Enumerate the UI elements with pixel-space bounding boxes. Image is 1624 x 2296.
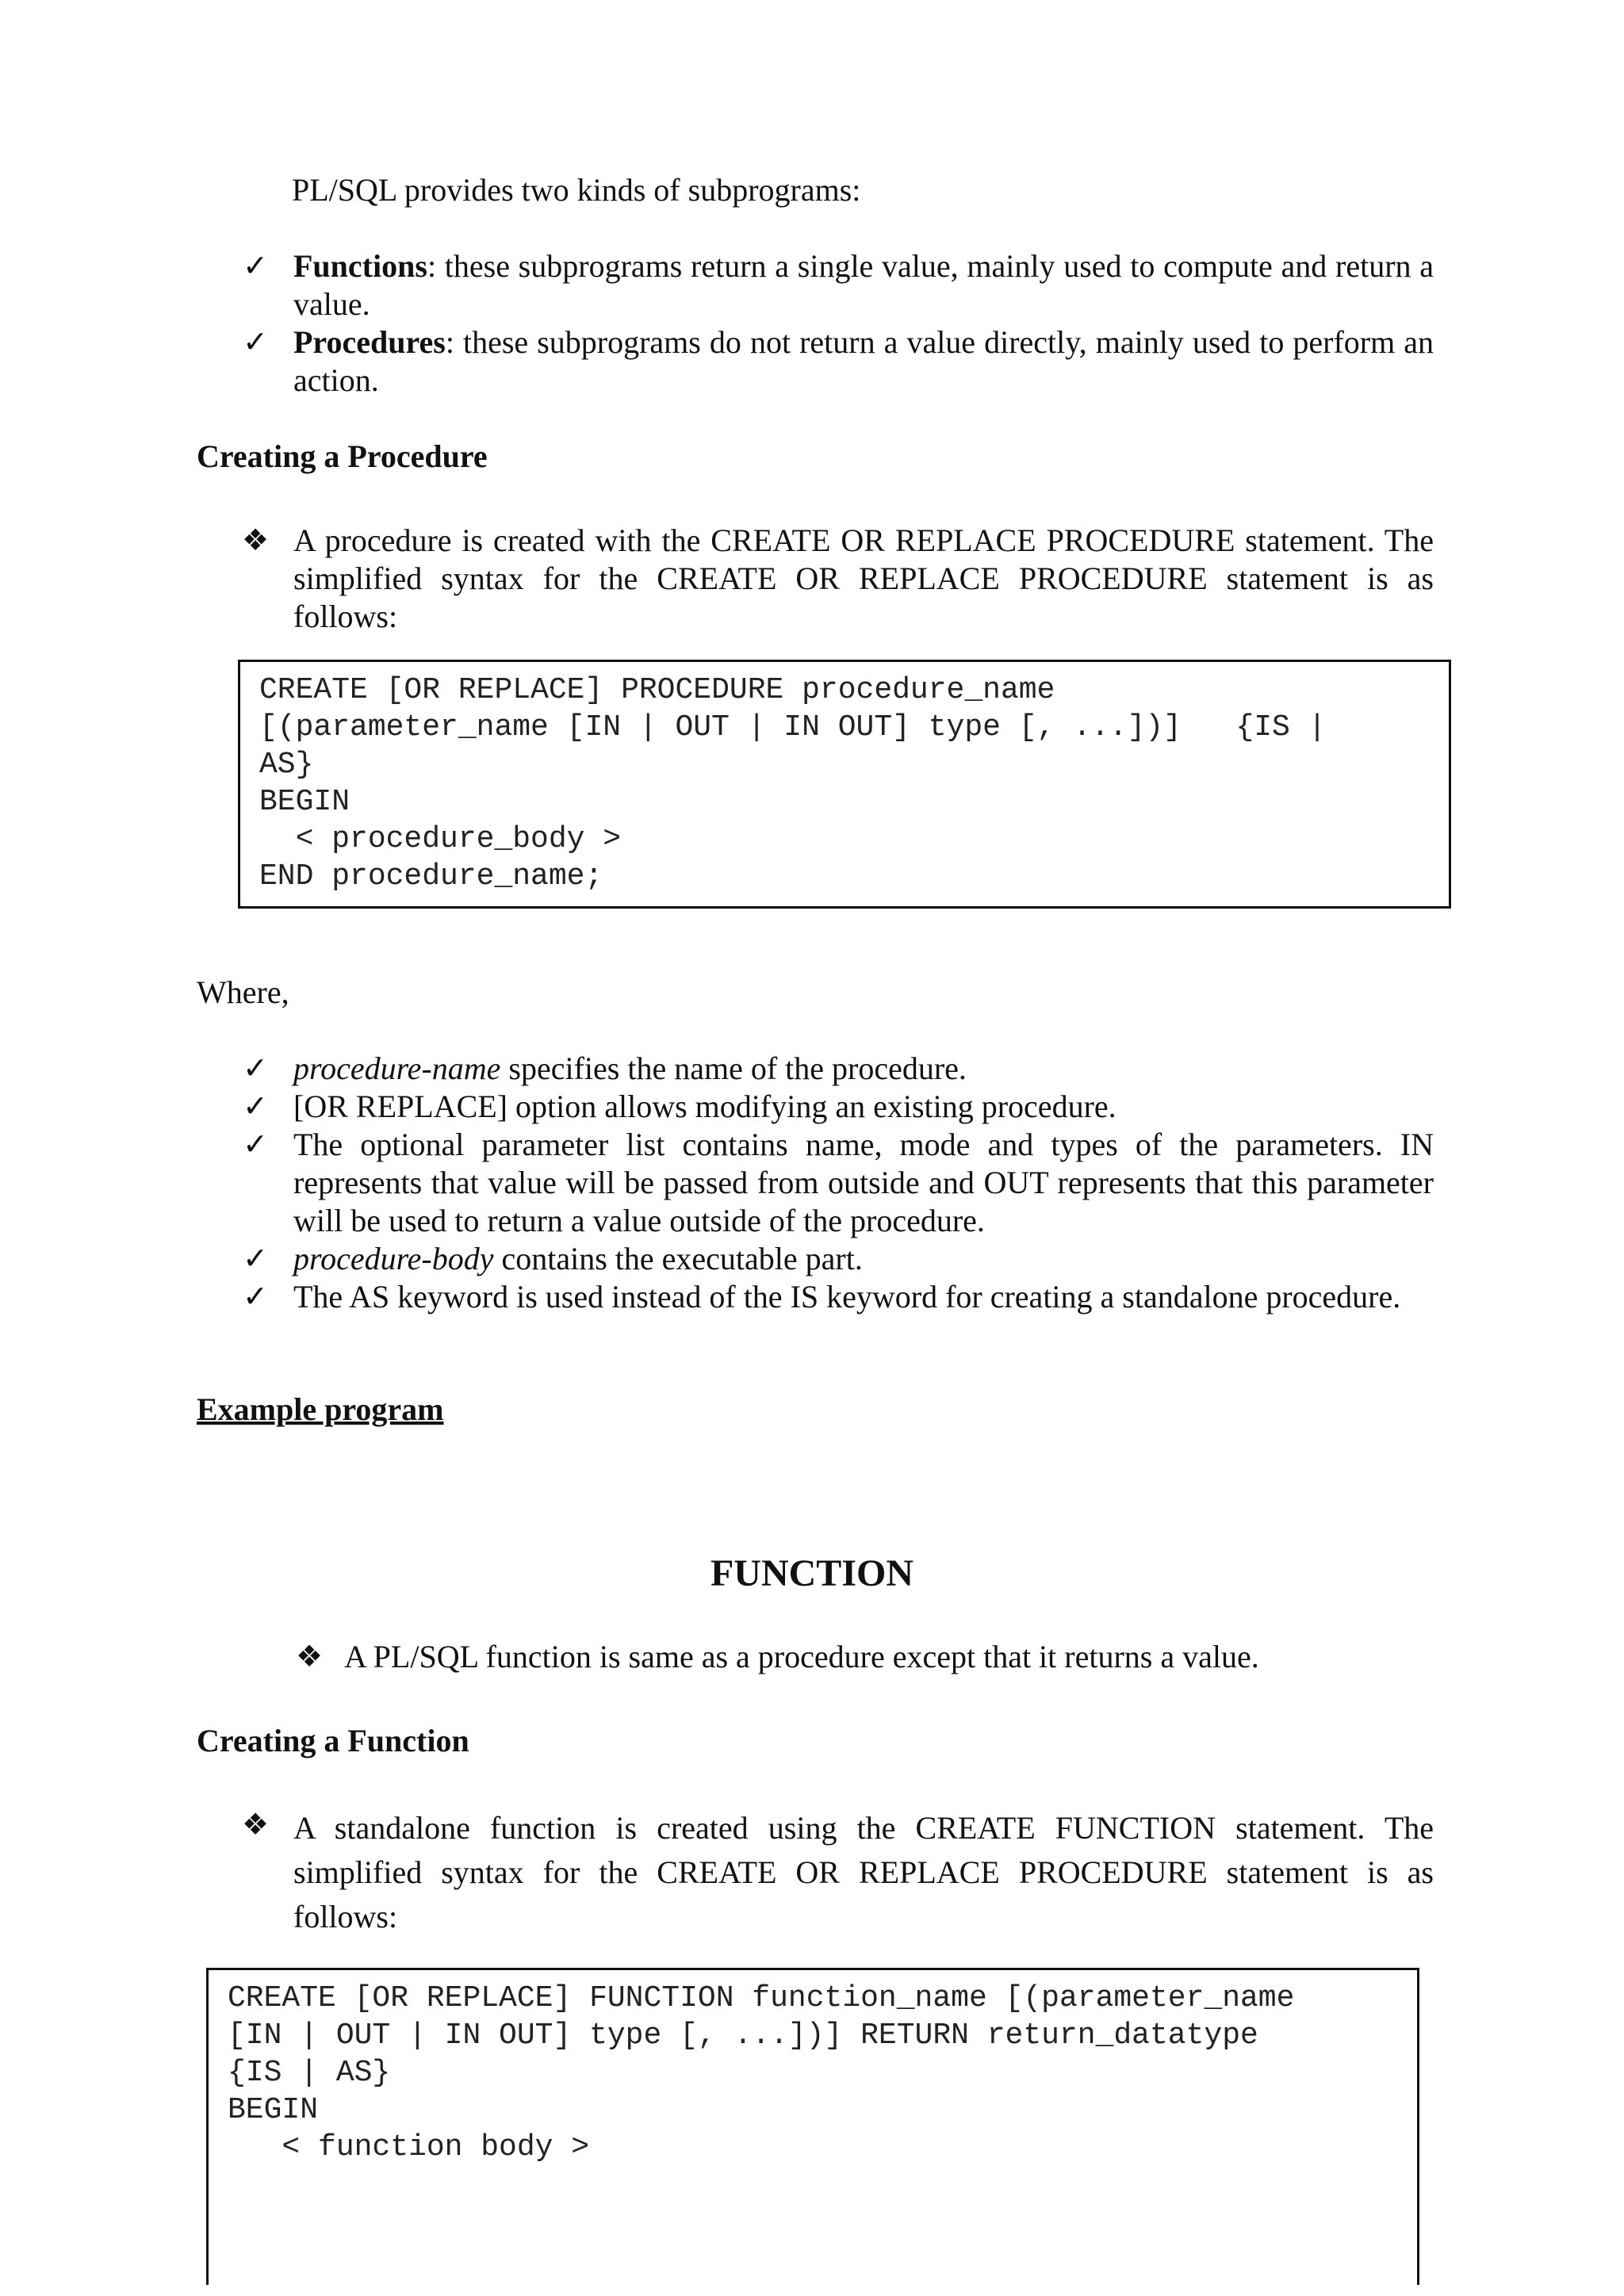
- code-line: [(parameter_name [IN | OUT | IN OUT] type [, ...])] {IS |: [259, 710, 1327, 744]
- code-line: {IS | AS}: [228, 2056, 391, 2090]
- bullet-procedures: [293, 323, 1434, 400]
- where-item: [293, 1088, 1434, 1126]
- where-item: [293, 1050, 1434, 1088]
- diamond-bullet-icon: ❖: [241, 1808, 270, 1842]
- code-line: < function body >: [228, 2130, 590, 2164]
- heading-example-program: Example program: [197, 1391, 444, 1427]
- heading-creating-procedure: Creating a Procedure: [197, 438, 488, 474]
- intro-paragraph: PL/SQL provides two kinds of subprograms:: [292, 172, 861, 208]
- where-item-text: contains the executable part.: [493, 1241, 863, 1276]
- procedure-note: A procedure is created with the CREATE OR REPLACE PROCEDURE statement. The simplified syntax for the CREATE OR REPLACE PROCEDURE statement is as follows:: [293, 522, 1434, 634]
- where-item: [293, 1278, 1434, 1316]
- heading-creating-function: Creating a Function: [197, 1723, 469, 1758]
- term-procedure-name: procedure-name: [293, 1050, 501, 1086]
- code-line: < procedure_body >: [259, 822, 622, 856]
- code-line: CREATE [OR REPLACE] PROCEDURE procedure_name: [259, 673, 1055, 707]
- check-icon: ✓: [243, 1128, 268, 1161]
- section-title-function: FUNCTION: [710, 1552, 914, 1594]
- where-item: [293, 1240, 1434, 1278]
- check-icon: ✓: [243, 1052, 268, 1085]
- check-icon: ✓: [243, 1090, 268, 1123]
- check-icon: ✓: [243, 326, 268, 359]
- term-procedures: Procedures: [293, 324, 446, 360]
- diamond-bullet-icon: ❖: [241, 524, 270, 557]
- bullet-procedures-text: : these subprograms do not return a value directly, mainly used to perform an action.: [293, 324, 1434, 398]
- code-line: BEGIN: [259, 785, 350, 819]
- bullet-functions: [293, 247, 1434, 323]
- where-item: [293, 1126, 1434, 1240]
- where-item-text: specifies the name of the procedure.: [500, 1050, 967, 1086]
- where-item-text: The optional parameter list contains name, mode and types of the parameters. IN represents that value will be passed from outside and OUT represents that this parameter will be used to return a value outside of the procedure.: [293, 1127, 1434, 1238]
- procedure-syntax-box: [238, 660, 1451, 909]
- function-note: A PL/SQL function is same as a procedure except that it returns a value.: [344, 1639, 1259, 1674]
- check-icon: ✓: [243, 250, 268, 283]
- where-label: Where,: [197, 974, 289, 1010]
- check-icon: ✓: [243, 1242, 268, 1276]
- term-procedure-body: procedure-body: [293, 1241, 494, 1276]
- where-item-text: The AS keyword is used instead of the IS keyword for creating a standalone procedure.: [293, 1279, 1401, 1314]
- function-syntax-box: [206, 1968, 1419, 2285]
- code-line: [IN | OUT | IN OUT] type [, ...])] RETURN return_datatype: [228, 2019, 1258, 2053]
- diamond-bullet-icon: ❖: [295, 1640, 324, 1674]
- term-functions: Functions: [293, 248, 427, 284]
- code-line: BEGIN: [228, 2093, 319, 2127]
- code-line: AS}: [259, 748, 314, 782]
- where-item-text: [OR REPLACE] option allows modifying an existing procedure.: [293, 1089, 1116, 1124]
- function-create-note: A standalone function is created using the CREATE FUNCTION statement. The simplified syntax for the CREATE OR REPLACE PROCEDURE statement is as follows:: [293, 1810, 1434, 1934]
- bullet-functions-text: : these subprograms return a single value, mainly used to compute and return a value.: [293, 248, 1434, 322]
- code-line: CREATE [OR REPLACE] FUNCTION function_name [(parameter_name: [228, 1981, 1295, 2015]
- check-icon: ✓: [243, 1280, 268, 1314]
- code-line: END procedure_name;: [259, 859, 603, 894]
